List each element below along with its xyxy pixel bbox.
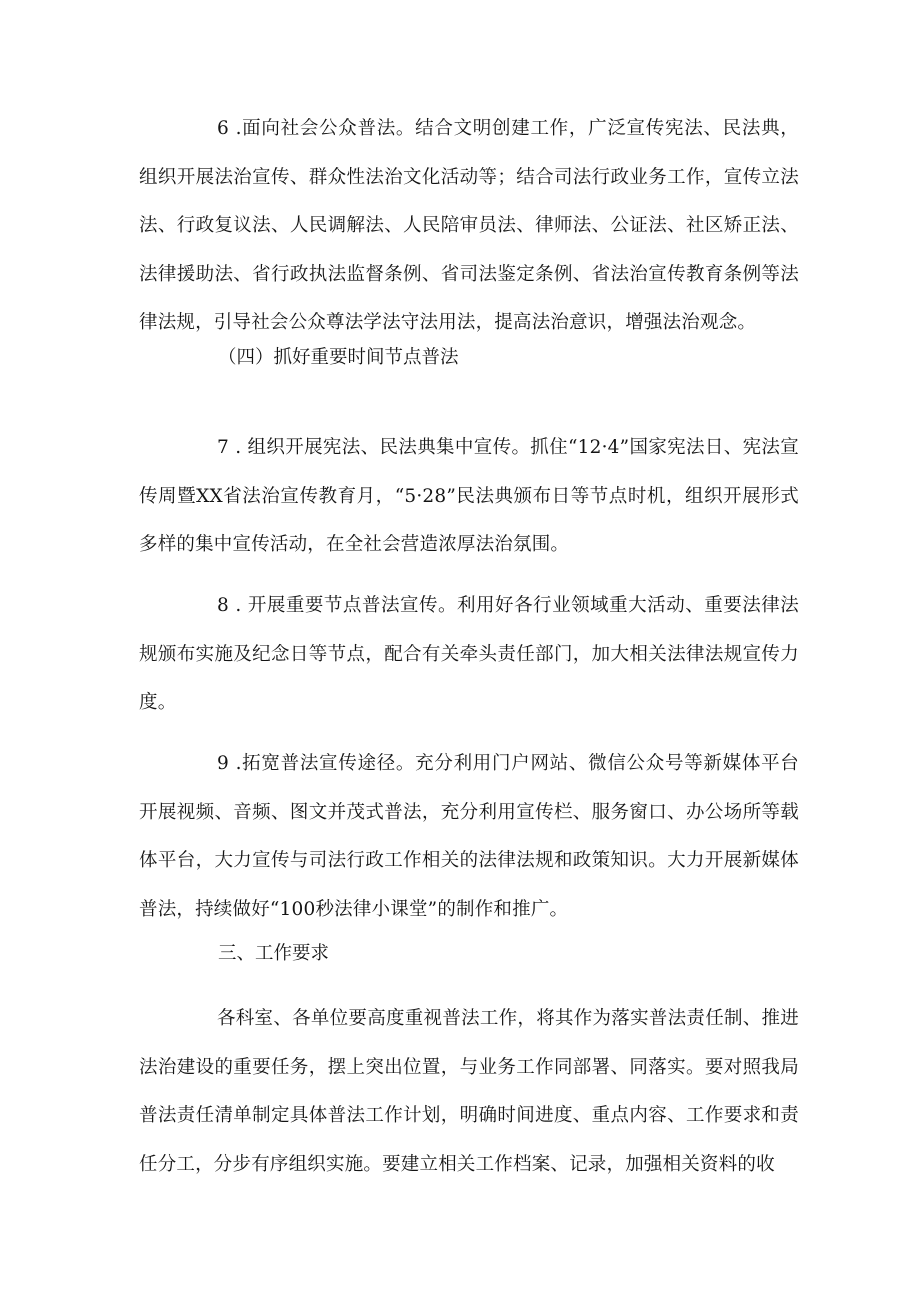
section-heading-3: 三、工作要求 [218,943,330,964]
section-heading-4: （四）抓好重要时间节点普法 [218,347,459,368]
paragraph-item-8: 8 . 开展重要节点普法宣传。利用好各行业领域重大活动、重要法律法规颁布实施及纪念日等节点，配合有关牵头责任部门，加大相关法律法规宣传力度。 [139,595,799,713]
paragraph-requirements: 各科室、各单位要高度重视普法工作，将其作为落实普法责任制、推进法治建设的重要任务，摆上突出位置，与业务工作同部署、同落实。要对照我局普法责任清单制定具体普法工作计划，明确时间进度、重点内容、工作要求和责任分工，分步有序组织实施。要建立相关工作档案、记录，加强相关资料的收 [139,1008,799,1175]
paragraph-item-9: 9 .拓宽普法宣传途径。充分利用门户网站、微信公众号等新媒体平台开展视频、音频、图文并茂式普法，充分利用宣传栏、服务窗口、办公场所等载体平台，大力宣传与司法行政工作相关的法律法规和政策知识。大力开展新媒体普法，持续做好“100秒法律小课堂”的制作和推广。 [139,753,799,920]
paragraph-item-7: 7 . 组织开展宪法、民法典集中宣传。抓住“12·4”国家宪法日、宪法宣传周暨XX省法治宣传教育月，“5·28”民法典颁布日等节点时机，组织开展形式多样的集中宣传活动，在全社会营造浓厚法治氛围。 [139,437,799,555]
paragraph-item-6: 6 .面向社会公众普法。结合文明创建工作，广泛宣传宪法、民法典，组织开展法治宣传、群众性法治文化活动等；结合司法行政业务工作，宣传立法法、行政复议法、人民调解法、人民陪审员法、律师法、公证法、社区矫正法、法律援助法、省行政执法监督条例、省司法鉴定条例、省法治宣传教育条例等法律法规，引导社会公众尊法学法守法用法，提高法治意识，增强法治观念。 [139,118,799,333]
